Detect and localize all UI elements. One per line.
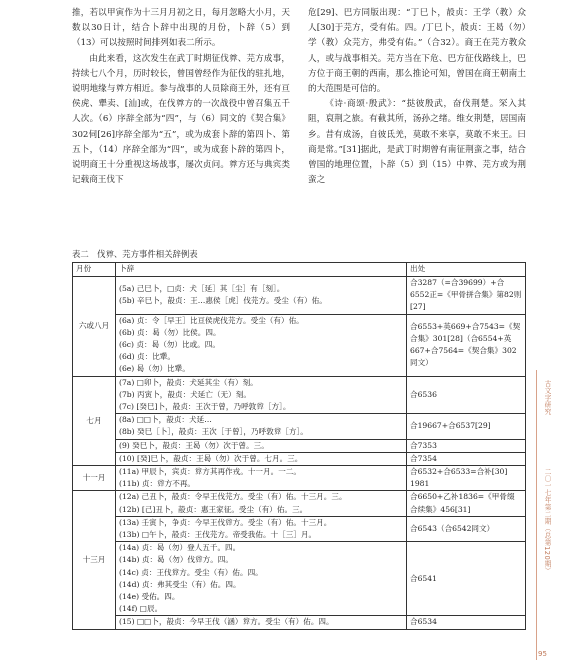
inscription-cell (116, 516, 407, 541)
inscription-line: (12b) [己]丑卜，㱿贞：惠王家征。受尘（有）佑。三。 (119, 504, 308, 514)
paragraph: 《诗·商颂·殷武》：“挞彼殷武，奋伐荆楚。罙入其阻，裒荆之旅。有截其所，汤孙之绪。维女荆楚，居国南乡。昔有成汤，自彼氐羌，莫敢不来享，莫敢不来王。曰商是常。”[31]据此，是武丁时期曾有南征荆蛮之事，结合曾国的地理位置，卜辞（5）到（15）中𢍜、芫方或为荆蛮之 (308, 99, 526, 186)
table-row (73, 414, 526, 439)
inscription-line: (14a) 贞：曷（勿）登人五千。四。 (119, 543, 241, 553)
inscription-line: (13a) 壬寅卜，争贞：今早王伐𢍜方。受尘（有）佑。十三月。 (119, 517, 332, 527)
column-header-inscription: 卜辞 (116, 263, 407, 277)
paragraph: 危[29]、巴方同版出现：“丁巳卜，㱿贞：王学（教）众人[30]于芫方，受有佑。四。/丁巳卜，㱿贞：王曷（勿）学（教）众芫方，弗受有佑。”（合32）。商王在芫方教众人，或与战事相关。芫方当在下危、巴方征伐路线上，巴方位于商王朝的西南，那么推论可知，曾国在商王朝南土的大范围是可信的。 (308, 8, 526, 95)
inscription-cell (116, 439, 407, 452)
inscription-cell (116, 466, 407, 491)
inscription-line: (13b) □午卜，㱿贞：王伐芫方。帝受我佑。十［三］月。 (119, 530, 317, 540)
table-caption: 表二 伐𢍜、芫方事件相关辞例表 (72, 249, 198, 259)
table-header-row (73, 263, 526, 277)
table-row (73, 516, 526, 541)
running-sidebar (530, 370, 560, 660)
inscription-line: (14b) 贞：曷（勿）伐𢍜方。四。 (119, 555, 233, 565)
source-cell: 合6543（合6542同文） (407, 516, 526, 541)
inscription-line: (6c) 贞：曷（勿）比或。四。 (119, 340, 220, 350)
inscription-table (72, 262, 526, 630)
table-row (73, 616, 526, 629)
inscription-line: (6b) 贞：曷（勿）比侯。四。 (119, 327, 221, 337)
inscription-line: (11b) 贞：𢍜方不再。 (119, 479, 196, 489)
page-number: 95 (538, 650, 547, 658)
table-row (73, 439, 526, 452)
table-row (73, 277, 526, 315)
inscription-line: (6e) 曷（勿）比犟。 (119, 364, 190, 374)
inscription-line: (6a) 贞：令［早王］比亘侯虎伐芫方。受尘（有）佑。 (119, 315, 304, 325)
month-cell: 十一月 (73, 466, 116, 491)
table-row (73, 452, 526, 465)
source-cell: 合7353 (407, 439, 526, 452)
table-row (73, 376, 526, 414)
sidebar-rule (536, 370, 537, 660)
body-column-right (308, 6, 526, 188)
inscription-line: (14d) 贞：弗其受尘（有）佑。四。 (119, 579, 241, 589)
issue-label: 二〇一七年第二期（总第120期） (543, 468, 551, 575)
source-cell: 合3287（=合39699）+合6552正=《甲骨拼合集》第82则[27] (407, 277, 526, 315)
inscription-line: (15) □□卜，㱿贞：今早王伐（涵）𢍜方。受尘（有）佑。四。 (119, 617, 334, 627)
journal-name: 古文字研究 (543, 380, 551, 416)
inscription-line: (11a) 甲辰卜，宾贞：𢍜方其再作戎。十一月。一二。 (119, 467, 301, 477)
column-header-source: 出处 (407, 263, 526, 277)
inscription-line: (10) [癸]巳卜，㱿贞：王曷（勿）次于曾。七月。三。 (119, 453, 303, 463)
inscription-line: (7b) 丙寅卜，㱿贞：犬延亡（无）刻。 (119, 389, 251, 399)
inscription-cell (116, 491, 407, 516)
inscription-line: (5b) 辛巳卜，㱿贞：王…惠侯［虎］伐芫方。受尘（有）佑。 (119, 296, 327, 306)
inscription-cell (116, 542, 407, 616)
inscription-line: (12a) 己丑卜，㱿贞：令早王伐芫方。受尘（有）佑。十三月。三。 (119, 492, 347, 502)
table-row (73, 314, 526, 376)
source-cell: 合6534 (407, 616, 526, 629)
table-row (73, 466, 526, 491)
source-cell: 合6532+合6533=合补[30] 1981 (407, 466, 526, 491)
source-cell: 合7354 (407, 452, 526, 465)
month-cell: 六或八月 (73, 277, 116, 377)
source-cell: 合19667+合6537[29] (407, 414, 526, 439)
table-row (73, 491, 526, 516)
inscription-cell (116, 277, 407, 315)
paragraph: 推，若以甲寅作为十三月月初之日，每月忽略大小月，天数以30日计，结合卜辞中出现的月份，卜辞（5）到（13）可以按照时间排列如表二所示。 (72, 8, 290, 49)
month-cell: 七月 (73, 376, 116, 465)
inscription-line: (14f) □辰。 (119, 604, 163, 614)
body-column-left (72, 6, 290, 188)
inscription-cell (116, 314, 407, 376)
month-cell: 十三月 (73, 491, 116, 629)
paragraph: 由此来看，这次发生在武丁时期征伐𢍜、芫方成事，持续七八个月，历时较长，曾国曾经作为征伐的驻扎地，说明地缘与𢍜方相近。参与战事的人员除商王外，还有亘侯虎、犟卖、[汕]或，在伐𢍜方的一次战役中曾召集五千人次。（6）序辞全部为“四”，与（6）同文的《契合集》302伺[26]序辞全部为“五”，或为成套卜辞的第四卜、第五卜，（14）序辞全部为“四”，或为成套卜辞的第四卜，说明商王十分重视这场战事，屡次贞问。𢍜方还与典宾类记载商王伐下 (72, 53, 290, 186)
inscription-line: (5a) 己巳卜，□贞：犬［延］其［尘］有［刻］。 (119, 284, 285, 294)
inscription-line: (8b) 癸巳［卜］，㱿贞：王次［于曾］，乃呼敦𢍜［方］。 (119, 427, 308, 437)
source-cell: 合6536 (407, 376, 526, 414)
inscription-cell (116, 452, 407, 465)
inscription-line: (8a) □□卜，㱿贞：犬延… (119, 415, 212, 425)
inscription-line: (7c) [癸巳]卜，㱿贞：王次于曾，乃呼敦𢍜［方］。 (119, 402, 291, 412)
table-row (73, 542, 526, 616)
inscription-line: (14c) 贞：王伐𢍜方。受尘（有）佑。四。 (119, 567, 263, 577)
inscription-line: (6d) 贞：比犟。 (119, 352, 175, 362)
source-cell: 合6541 (407, 542, 526, 616)
table-body (73, 277, 526, 630)
inscription-line: (7a) □卯卜，㱿贞：犬延其尘（有）刻。 (119, 377, 258, 387)
source-cell: 合6650+乙补1836=《甲骨缀合续集》456[31] (407, 491, 526, 516)
inscription-line: (14e) 受佑。四。 (119, 592, 180, 602)
inscription-cell (116, 414, 407, 439)
inscription-cell (116, 616, 407, 629)
inscription-line: (9) 癸巳卜，㱿贞：王曷（勿）次于曾。三。 (119, 440, 269, 450)
column-header-month: 月份 (73, 263, 116, 277)
source-cell: 合6553+英669+合7543=《契合集》301[28]（合6554+英667+合7564=《契合集》302同文） (407, 314, 526, 376)
inscription-cell (116, 376, 407, 414)
